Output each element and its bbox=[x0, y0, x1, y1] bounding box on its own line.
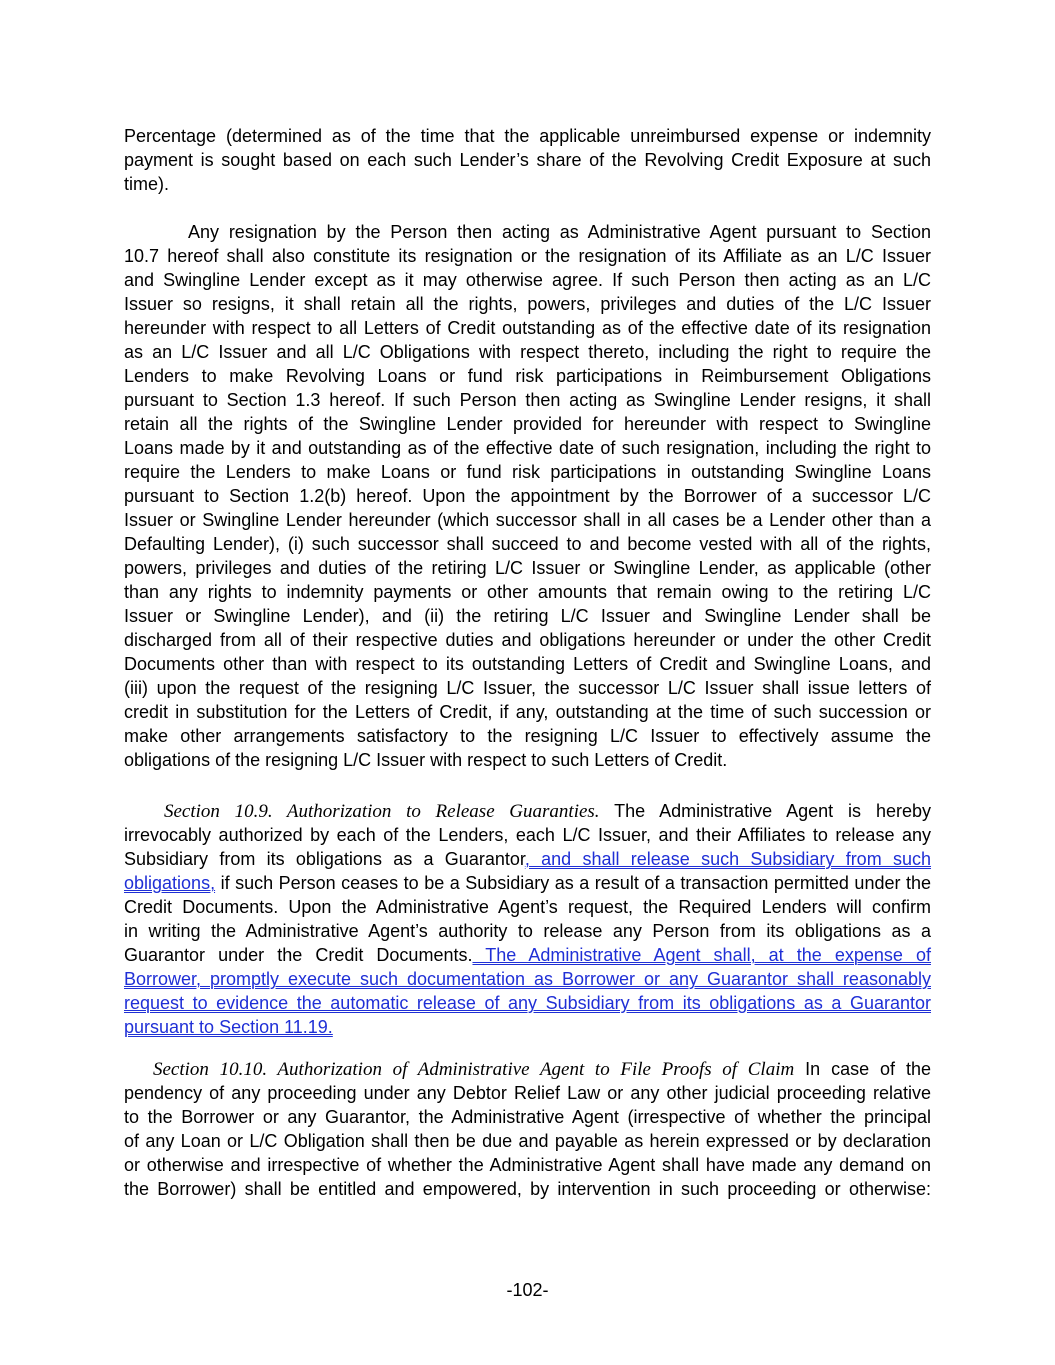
text-line bbox=[124, 508, 931, 532]
text-line bbox=[124, 316, 931, 340]
text-line bbox=[124, 604, 931, 628]
text-run: Any resignation by the Person then acting as Administrative Agent pursuant to Section bbox=[188, 222, 931, 242]
text-run: Guarantor under the Credit Documents. bbox=[124, 945, 473, 965]
text-line bbox=[124, 1153, 931, 1177]
text-line bbox=[124, 748, 931, 772]
section-heading: Section 10.9. Authorization to Release Guaranties. bbox=[164, 801, 600, 822]
text-line bbox=[124, 148, 931, 172]
text-line bbox=[124, 628, 931, 652]
text-run: Loans made by it and outstanding as of the effective date of such resignation, including the right to bbox=[124, 438, 931, 458]
text-run: Credit Documents. Upon the Administrative Agent’s request, the Required Lenders will confirm bbox=[124, 897, 931, 917]
text-line bbox=[124, 388, 931, 412]
text-run: In case of the bbox=[794, 1059, 931, 1079]
text-run: Issuer or Swingline Lender), and (ii) the retiring L/C Issuer and Swingline Lender shall be bbox=[124, 606, 931, 626]
text-line bbox=[124, 823, 931, 847]
text-run: and Swingline Lender except as it may otherwise agree. If such Person then acting as an L/C bbox=[124, 270, 931, 290]
inserted-text: obligations, bbox=[124, 873, 216, 893]
section-heading: Section 10.10. Authorization of Administrative Agent to File Proofs of Claim bbox=[153, 1059, 795, 1080]
text-run: obligations of the resigning L/C Issuer with respect to such Letters of Credit. bbox=[124, 750, 728, 770]
inserted-text: request to evidence the automatic release of any Subsidiary from its obligations as a Guarantor bbox=[124, 993, 931, 1013]
text-run: Subsidiary from its obligations as a Guarantor bbox=[124, 849, 525, 869]
document-page bbox=[124, 124, 931, 1201]
text-run: powers, privileges and duties of the retiring L/C Issuer or Swingline Lender, as applicable (other bbox=[124, 558, 931, 578]
text-run: time). bbox=[124, 174, 169, 194]
text-run: payment is sought based on each such Lender’s share of the Revolving Credit Exposure at such bbox=[124, 150, 931, 170]
page-number: -102- bbox=[506, 1280, 549, 1300]
text-line bbox=[124, 412, 931, 436]
text-line bbox=[124, 292, 931, 316]
inserted-text: pursuant to Section 11.19. bbox=[124, 1017, 333, 1037]
text-line bbox=[124, 871, 931, 895]
text-line bbox=[124, 847, 931, 871]
text-line bbox=[124, 919, 931, 943]
text-line bbox=[124, 340, 931, 364]
text-run: or otherwise and irrespective of whether the Administrative Agent shall have made any demand on bbox=[124, 1155, 931, 1175]
text-line bbox=[124, 124, 931, 148]
text-line bbox=[124, 1057, 931, 1081]
text-run: Issuer or Swingline Lender hereunder (which successor shall in all cases be a Lender other than a bbox=[124, 510, 931, 530]
text-line bbox=[124, 556, 931, 580]
text-run: if such Person ceases to be a Subsidiary as a result of a transaction permitted under the bbox=[215, 873, 931, 893]
text-run: Documents other than with respect to its outstanding Letters of Credit and Swingline Loans, and bbox=[124, 654, 931, 674]
text-run: require the Lenders to make Loans or fund risk participations in outstanding Swingline Loans bbox=[124, 462, 931, 482]
text-run: the Borrower) shall be entitled and empowered, by intervention in such proceeding or otherwise: bbox=[124, 1179, 931, 1199]
text-line bbox=[124, 172, 931, 196]
text-run: of any Loan or L/C Obligation shall then be due and payable as herein expressed or by declaration bbox=[124, 1131, 931, 1151]
text-line bbox=[124, 268, 931, 292]
paragraph bbox=[124, 799, 931, 1039]
text-line bbox=[124, 652, 931, 676]
text-line bbox=[124, 220, 931, 244]
text-line bbox=[124, 484, 931, 508]
text-run: 10.7 hereof shall also constitute its resignation or the resignation of its Affiliate as an L/C Issuer bbox=[124, 246, 931, 266]
text-run: retain all the rights of the Swingline Lender provided for hereunder with respect to Swingline bbox=[124, 414, 931, 434]
text-line bbox=[124, 580, 931, 604]
text-line bbox=[124, 1105, 931, 1129]
text-run: pursuant to Section 1.3 hereof. If such Person then acting as Swingline Lender resigns, it shall bbox=[124, 390, 931, 410]
paragraph bbox=[124, 1057, 931, 1201]
text-run: irrevocably authorized by each of the Lenders, each L/C Issuer, and their Affiliates to release any bbox=[124, 825, 931, 845]
text-run: credit in substitution for the Letters of Credit, if any, outstanding at the time of such succession or bbox=[124, 702, 931, 722]
text-run: The Administrative Agent is hereby bbox=[599, 801, 931, 821]
text-run: make other arrangements satisfactory to the resigning L/C Issuer to effectively assume the bbox=[124, 726, 931, 746]
text-run: Lenders to make Revolving Loans or fund risk participations in Reimbursement Obligations bbox=[124, 366, 931, 386]
text-line bbox=[124, 700, 931, 724]
paragraph bbox=[124, 124, 931, 196]
text-line bbox=[124, 1015, 931, 1039]
inserted-text: Borrower, promptly execute such documentation as Borrower or any Guarantor shall reasonably bbox=[124, 969, 931, 989]
text-line bbox=[124, 943, 931, 967]
text-line bbox=[124, 1129, 931, 1153]
text-run: pendency of any proceeding under any Debtor Relief Law or any other judicial proceeding relative bbox=[124, 1083, 931, 1103]
text-line bbox=[124, 436, 931, 460]
inserted-text: The Administrative Agent shall, at the expense of bbox=[472, 945, 931, 965]
text-line bbox=[124, 460, 931, 484]
text-line bbox=[124, 364, 931, 388]
text-run: Defaulting Lender), (i) such successor shall succeed to and become vested with all of the rights, bbox=[124, 534, 931, 554]
text-run: in writing the Administrative Agent’s authority to release any Person from its obligations as a bbox=[124, 921, 931, 941]
text-run: than any rights to indemnity payments or other amounts that remain owing to the retiring L/C bbox=[124, 582, 931, 602]
text-line bbox=[124, 676, 931, 700]
text-line bbox=[124, 532, 931, 556]
text-line bbox=[124, 799, 931, 823]
paragraph bbox=[124, 220, 931, 772]
text-line bbox=[124, 1081, 931, 1105]
text-run: (iii) upon the request of the resigning L/C Issuer, the successor L/C Issuer shall issue letters of bbox=[124, 678, 931, 698]
text-line bbox=[124, 244, 931, 268]
text-run: pursuant to Section 1.2(b) hereof. Upon the appointment by the Borrower of a successor L/C bbox=[124, 486, 931, 506]
text-run: hereunder with respect to all Letters of Credit outstanding as of the effective date of its resignation bbox=[124, 318, 931, 338]
text-line bbox=[124, 1177, 931, 1201]
text-line bbox=[124, 895, 931, 919]
text-line bbox=[124, 991, 931, 1015]
text-run: to the Borrower or any Guarantor, the Administrative Agent (irrespective of whether the principal bbox=[124, 1107, 931, 1127]
text-line bbox=[124, 724, 931, 748]
text-run: Issuer so resigns, it shall retain all the rights, powers, privileges and duties of the L/C Issuer bbox=[124, 294, 931, 314]
inserted-text: , and shall release such Subsidiary from such bbox=[524, 849, 931, 869]
text-run: Percentage (determined as of the time that the applicable unreimbursed expense or indemnity bbox=[124, 126, 931, 146]
text-run: as an L/C Issuer and all L/C Obligations with respect thereto, including the right to require the bbox=[124, 342, 931, 362]
text-line bbox=[124, 967, 931, 991]
text-run: discharged from all of their respective duties and obligations hereunder or under the other Credit bbox=[124, 630, 931, 650]
